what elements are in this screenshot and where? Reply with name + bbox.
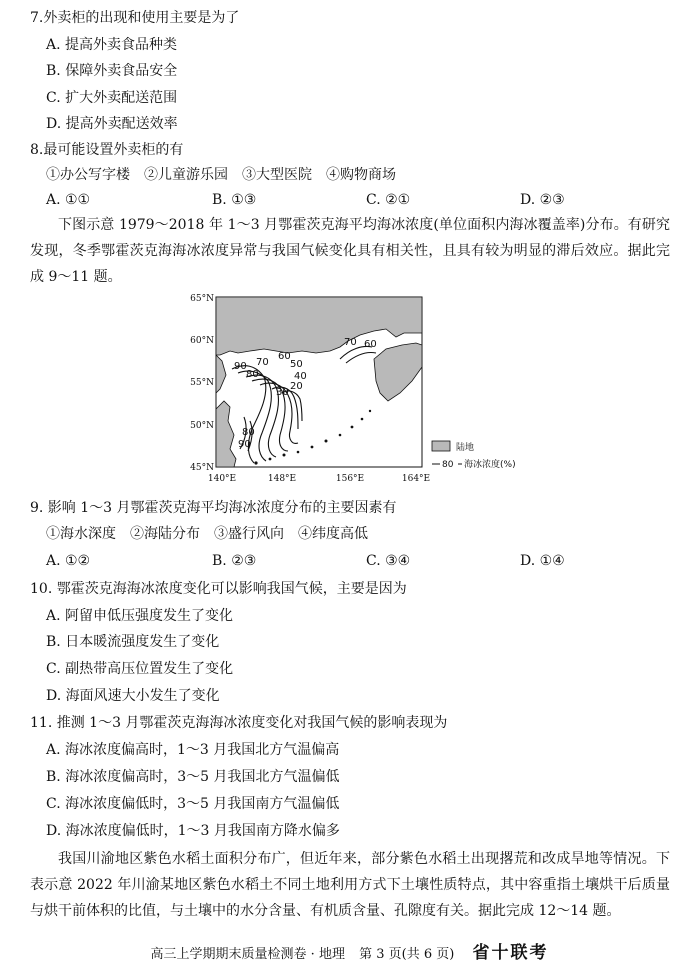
question-11-option-a: A. 海冰浓度偏高时，1～3 月我国北方气温偏高 [46, 742, 340, 758]
question-8-stem: 8.最可能设置外卖柜的有 [30, 142, 184, 158]
question-8-option-c: C. ②① [366, 192, 411, 208]
question-9-items: ①海水深度 ②海陆分布 ③盛行风向 ④纬度高低 [46, 526, 368, 542]
intro-paragraph-12-14: 我国川渝地区紫色水稻土面积分布广，但近年来，部分紫色水稻土出现撂荒和改成旱地等情况。下表示意 2022 年川渝某地区紫色水稻土不同土地利用方式下土壤性质特点，其中容重指土壤烘干后质量与烘干前体积的比值，与土壤中的水分含量、有机质含量、孔隙度有关。据此完成 12～14 题。 [30, 851, 670, 919]
map-latitude-labels [190, 294, 214, 473]
isoline-label: 80 [246, 369, 259, 380]
question-7-option-b: B. 保障外卖食品安全 [46, 63, 178, 79]
isoline-label: 90 [238, 439, 251, 450]
isoline-label: 40 [294, 371, 307, 382]
question-8-option-b: B. ①③ [212, 192, 257, 208]
question-7-option-a: A. 提高外卖食品种类 [46, 37, 178, 53]
question-9-option-d: D. ①④ [520, 553, 565, 569]
question-7-stem: 7.外卖柜的出现和使用主要是为了 [30, 10, 240, 26]
intro-paragraph-9-11: 下图示意 1979～2018 年 1～3 月鄂霍茨克海平均海冰浓度(单位面积内海冰覆盖率)分布。有研究发现，冬季鄂霍茨克海海冰浓度异常与我国气候变化具有相关性，且具有较为明显的滞后效应。据此完成 9～11 题。 [30, 217, 670, 285]
isoline-label: 70 [256, 357, 269, 368]
lat-label: 45°N [190, 463, 214, 473]
lat-label: 60°N [190, 336, 214, 346]
legend-land-swatch [432, 441, 450, 451]
question-10-stem: 10. 鄂霍茨克海海冰浓度变化可以影响我国气候，主要是因为 [30, 581, 407, 597]
isoline-label: 30 [276, 387, 289, 398]
map-longitude-labels [208, 474, 430, 484]
question-11-option-c: C. 海冰浓度偏低时，3～5 月我国南方气温偏低 [46, 796, 340, 812]
question-9-options [0, 551, 699, 571]
footer-brand-logo: 省十联考 [472, 943, 549, 963]
footer-exam-title: 高三上学期期末质量检测卷 · 地理 [150, 947, 345, 962]
isoline-label: 60 [278, 351, 291, 362]
question-9-option-b: B. ②③ [212, 553, 257, 569]
question-10-option-b: B. 日本暖流强度发生了变化 [46, 634, 220, 650]
lon-label: 148°E [267, 474, 297, 484]
question-9-option-c: C. ③④ [366, 553, 411, 569]
sea-ice-concentration-map [190, 289, 530, 489]
question-8-items: ①办公写字楼 ②儿童游乐园 ③大型医院 ④购物商场 [46, 167, 396, 183]
question-9-stem: 9. 影响 1～3 月鄂霍茨克海平均海冰浓度分布的主要因素有 [30, 500, 397, 516]
legend-isoline-label: 海冰浓度(%) [464, 460, 516, 470]
lon-label: 140°E [207, 474, 237, 484]
question-10-option-a: A. 阿留申低压强度发生了变化 [46, 608, 234, 624]
map-legend [432, 441, 516, 470]
isoline-label: 60 [364, 339, 377, 350]
question-11-option-d: D. 海冰浓度偏低时，1～3 月我国南方降水偏多 [46, 823, 340, 839]
question-8-option-a: A. ①① [46, 192, 91, 208]
question-8-options [0, 190, 699, 210]
lat-label: 55°N [190, 378, 214, 388]
question-7-option-d: D. 提高外卖配送效率 [46, 116, 178, 132]
question-10-option-d: D. 海面风速大小发生了变化 [46, 688, 220, 704]
question-8-option-d: D. ②③ [520, 192, 565, 208]
question-10-option-c: C. 副热带高压位置发生了变化 [46, 661, 234, 677]
lon-label: 156°E [335, 474, 365, 484]
lat-label: 65°N [190, 294, 214, 304]
question-11-stem: 11. 推测 1～3 月鄂霍茨克海海冰浓度变化对我国气候的影响表现为 [30, 715, 448, 731]
footer-page-number: 第 3 页(共 6 页) [359, 947, 455, 962]
question-11-option-b: B. 海冰浓度偏高时，3～5 月我国北方气温偏低 [46, 769, 340, 785]
question-7-option-c: C. 扩大外卖配送范围 [46, 90, 178, 106]
isoline-label: 70 [344, 337, 357, 348]
isoline-label: 50 [290, 359, 303, 370]
page-footer [0, 938, 699, 963]
legend-land-label: 陆地 [456, 443, 475, 453]
question-9-option-a: A. ①② [46, 553, 91, 569]
isoline-label: 80 [242, 427, 255, 438]
isoline-label: 90 [234, 361, 247, 372]
legend-isoline-value: 80 [442, 460, 454, 470]
lat-label: 50°N [190, 421, 214, 431]
isoline-label: 20 [290, 381, 303, 392]
lon-label: 164°E [401, 474, 431, 484]
